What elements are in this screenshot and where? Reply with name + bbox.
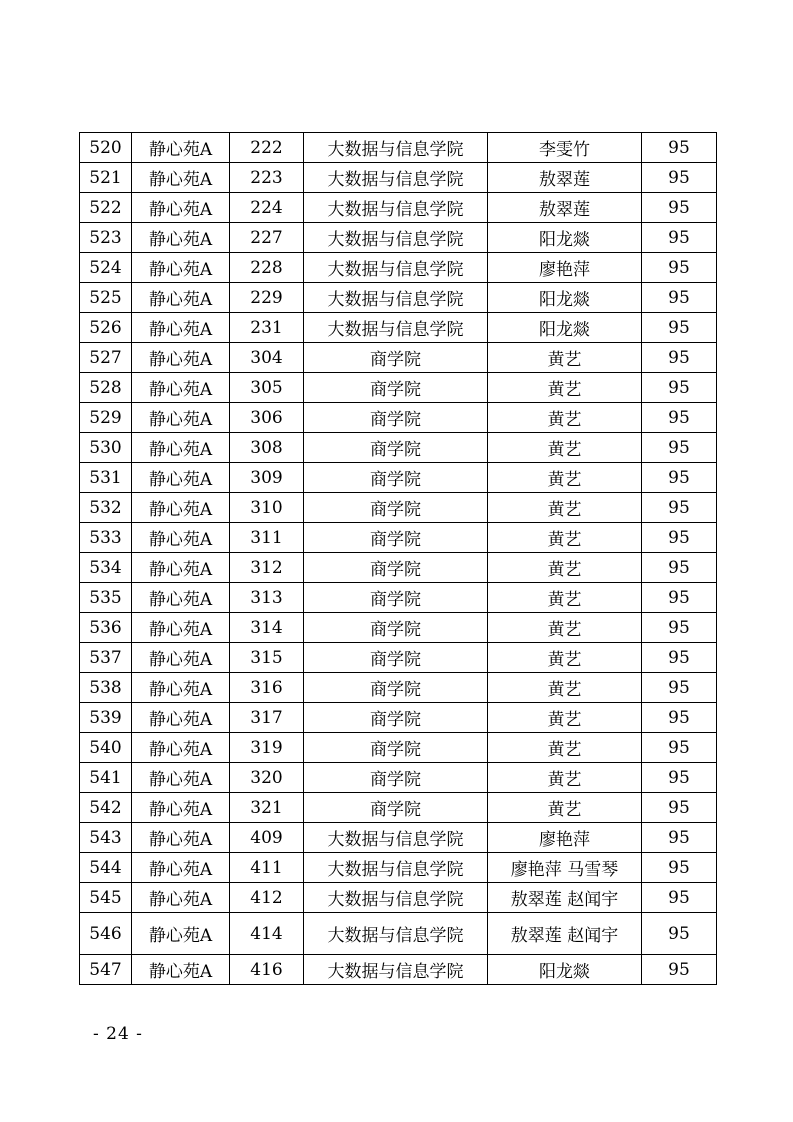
row-number-cell: 529 <box>80 403 132 433</box>
college-cell: 大数据与信息学院 <box>304 133 488 163</box>
score-cell: 95 <box>642 403 717 433</box>
building-cell: 静心苑A <box>132 343 230 373</box>
college-cell: 商学院 <box>304 493 488 523</box>
counselor-cell: 黄艺 <box>488 373 642 403</box>
table-row <box>80 763 717 793</box>
row-number-cell: 541 <box>80 763 132 793</box>
room-number-cell: 222 <box>230 133 304 163</box>
college-cell: 商学院 <box>304 403 488 433</box>
building-cell: 静心苑A <box>132 673 230 703</box>
row-number-cell: 525 <box>80 283 132 313</box>
building-cell: 静心苑A <box>132 403 230 433</box>
building-cell: 静心苑A <box>132 793 230 823</box>
room-number-cell: 313 <box>230 583 304 613</box>
room-number-cell: 412 <box>230 883 304 913</box>
building-cell: 静心苑A <box>132 463 230 493</box>
row-number-cell: 531 <box>80 463 132 493</box>
row-number-cell: 540 <box>80 733 132 763</box>
college-cell: 商学院 <box>304 583 488 613</box>
college-cell: 大数据与信息学院 <box>304 283 488 313</box>
table-row <box>80 883 717 913</box>
college-cell: 大数据与信息学院 <box>304 193 488 223</box>
table-row <box>80 373 717 403</box>
room-number-cell: 315 <box>230 643 304 673</box>
counselor-cell: 阳龙燚 <box>488 223 642 253</box>
row-number-cell: 542 <box>80 793 132 823</box>
score-cell: 95 <box>642 463 717 493</box>
room-number-cell: 414 <box>230 913 304 955</box>
room-number-cell: 308 <box>230 433 304 463</box>
row-number-cell: 522 <box>80 193 132 223</box>
score-cell: 95 <box>642 613 717 643</box>
room-number-cell: 321 <box>230 793 304 823</box>
row-number-cell: 547 <box>80 955 132 985</box>
counselor-cell: 敖翠莲 赵闻宇 <box>488 913 642 955</box>
room-number-cell: 309 <box>230 463 304 493</box>
building-cell: 静心苑A <box>132 283 230 313</box>
room-number-cell: 228 <box>230 253 304 283</box>
row-number-cell: 537 <box>80 643 132 673</box>
college-cell: 大数据与信息学院 <box>304 223 488 253</box>
row-number-cell: 534 <box>80 553 132 583</box>
score-cell: 95 <box>642 673 717 703</box>
room-number-cell: 223 <box>230 163 304 193</box>
college-cell: 商学院 <box>304 793 488 823</box>
row-number-cell: 539 <box>80 703 132 733</box>
score-cell: 95 <box>642 433 717 463</box>
room-number-cell: 319 <box>230 733 304 763</box>
building-cell: 静心苑A <box>132 523 230 553</box>
row-number-cell: 528 <box>80 373 132 403</box>
counselor-cell: 黄艺 <box>488 733 642 763</box>
table-row <box>80 703 717 733</box>
building-cell: 静心苑A <box>132 853 230 883</box>
score-cell: 95 <box>642 703 717 733</box>
row-number-cell: 524 <box>80 253 132 283</box>
counselor-cell: 黄艺 <box>488 793 642 823</box>
counselor-cell: 黄艺 <box>488 343 642 373</box>
college-cell: 大数据与信息学院 <box>304 913 488 955</box>
room-number-cell: 409 <box>230 823 304 853</box>
college-cell: 商学院 <box>304 463 488 493</box>
score-cell: 95 <box>642 583 717 613</box>
college-cell: 大数据与信息学院 <box>304 883 488 913</box>
room-number-cell: 311 <box>230 523 304 553</box>
score-cell: 95 <box>642 133 717 163</box>
counselor-cell: 阳龙燚 <box>488 955 642 985</box>
row-number-cell: 527 <box>80 343 132 373</box>
college-cell: 大数据与信息学院 <box>304 853 488 883</box>
score-cell: 95 <box>642 493 717 523</box>
building-cell: 静心苑A <box>132 133 230 163</box>
counselor-cell: 黄艺 <box>488 553 642 583</box>
room-number-cell: 316 <box>230 673 304 703</box>
score-cell: 95 <box>642 955 717 985</box>
row-number-cell: 530 <box>80 433 132 463</box>
college-cell: 商学院 <box>304 673 488 703</box>
counselor-cell: 黄艺 <box>488 523 642 553</box>
building-cell: 静心苑A <box>132 253 230 283</box>
table-row <box>80 223 717 253</box>
room-number-cell: 416 <box>230 955 304 985</box>
table-row <box>80 433 717 463</box>
table-row <box>80 583 717 613</box>
table-row <box>80 283 717 313</box>
building-cell: 静心苑A <box>132 433 230 463</box>
score-cell: 95 <box>642 733 717 763</box>
dormitory-score-table <box>79 132 717 985</box>
row-number-cell: 543 <box>80 823 132 853</box>
score-cell: 95 <box>642 373 717 403</box>
table-row <box>80 523 717 553</box>
college-cell: 商学院 <box>304 643 488 673</box>
college-cell: 商学院 <box>304 613 488 643</box>
building-cell: 静心苑A <box>132 163 230 193</box>
building-cell: 静心苑A <box>132 313 230 343</box>
table-row <box>80 793 717 823</box>
college-cell: 大数据与信息学院 <box>304 313 488 343</box>
room-number-cell: 224 <box>230 193 304 223</box>
row-number-cell: 521 <box>80 163 132 193</box>
college-cell: 商学院 <box>304 373 488 403</box>
table-row <box>80 673 717 703</box>
row-number-cell: 545 <box>80 883 132 913</box>
college-cell: 商学院 <box>304 733 488 763</box>
counselor-cell: 黄艺 <box>488 403 642 433</box>
row-number-cell: 544 <box>80 853 132 883</box>
table-row <box>80 733 717 763</box>
building-cell: 静心苑A <box>132 643 230 673</box>
room-number-cell: 227 <box>230 223 304 253</box>
row-number-cell: 533 <box>80 523 132 553</box>
room-number-cell: 306 <box>230 403 304 433</box>
college-cell: 大数据与信息学院 <box>304 823 488 853</box>
college-cell: 商学院 <box>304 433 488 463</box>
table-row <box>80 823 717 853</box>
building-cell: 静心苑A <box>132 703 230 733</box>
room-number-cell: 411 <box>230 853 304 883</box>
room-number-cell: 231 <box>230 313 304 343</box>
college-cell: 大数据与信息学院 <box>304 253 488 283</box>
building-cell: 静心苑A <box>132 763 230 793</box>
row-number-cell: 520 <box>80 133 132 163</box>
score-cell: 95 <box>642 913 717 955</box>
score-cell: 95 <box>642 313 717 343</box>
counselor-cell: 黄艺 <box>488 613 642 643</box>
college-cell: 商学院 <box>304 703 488 733</box>
counselor-cell: 黄艺 <box>488 763 642 793</box>
building-cell: 静心苑A <box>132 733 230 763</box>
score-cell: 95 <box>642 223 717 253</box>
room-number-cell: 305 <box>230 373 304 403</box>
counselor-cell: 敖翠莲 <box>488 193 642 223</box>
counselor-cell: 黄艺 <box>488 703 642 733</box>
table-row <box>80 493 717 523</box>
table-row <box>80 913 717 955</box>
table-body <box>80 133 717 985</box>
table-row <box>80 253 717 283</box>
building-cell: 静心苑A <box>132 193 230 223</box>
score-cell: 95 <box>642 283 717 313</box>
building-cell: 静心苑A <box>132 493 230 523</box>
counselor-cell: 李雯竹 <box>488 133 642 163</box>
score-cell: 95 <box>642 523 717 553</box>
table-row <box>80 403 717 433</box>
table-row <box>80 955 717 985</box>
score-cell: 95 <box>642 853 717 883</box>
row-number-cell: 538 <box>80 673 132 703</box>
table-row <box>80 313 717 343</box>
building-cell: 静心苑A <box>132 883 230 913</box>
college-cell: 商学院 <box>304 343 488 373</box>
building-cell: 静心苑A <box>132 373 230 403</box>
counselor-cell: 阳龙燚 <box>488 313 642 343</box>
building-cell: 静心苑A <box>132 823 230 853</box>
room-number-cell: 229 <box>230 283 304 313</box>
building-cell: 静心苑A <box>132 553 230 583</box>
table-row <box>80 463 717 493</box>
score-cell: 95 <box>642 643 717 673</box>
college-cell: 商学院 <box>304 553 488 583</box>
counselor-cell: 黄艺 <box>488 493 642 523</box>
table-row <box>80 553 717 583</box>
page-number: - 24 - <box>93 1024 143 1044</box>
table-row <box>80 853 717 883</box>
score-cell: 95 <box>642 823 717 853</box>
counselor-cell: 廖艳萍 <box>488 253 642 283</box>
room-number-cell: 304 <box>230 343 304 373</box>
score-cell: 95 <box>642 343 717 373</box>
score-cell: 95 <box>642 763 717 793</box>
table-row <box>80 163 717 193</box>
row-number-cell: 532 <box>80 493 132 523</box>
college-cell: 大数据与信息学院 <box>304 955 488 985</box>
building-cell: 静心苑A <box>132 223 230 253</box>
room-number-cell: 310 <box>230 493 304 523</box>
counselor-cell: 黄艺 <box>488 433 642 463</box>
college-cell: 商学院 <box>304 763 488 793</box>
counselor-cell: 廖艳萍 <box>488 823 642 853</box>
counselor-cell: 黄艺 <box>488 673 642 703</box>
building-cell: 静心苑A <box>132 955 230 985</box>
counselor-cell: 敖翠莲 <box>488 163 642 193</box>
counselor-cell: 敖翠莲 赵闻宇 <box>488 883 642 913</box>
room-number-cell: 314 <box>230 613 304 643</box>
row-number-cell: 536 <box>80 613 132 643</box>
building-cell: 静心苑A <box>132 613 230 643</box>
building-cell: 静心苑A <box>132 913 230 955</box>
counselor-cell: 黄艺 <box>488 643 642 673</box>
college-cell: 大数据与信息学院 <box>304 163 488 193</box>
room-number-cell: 317 <box>230 703 304 733</box>
score-cell: 95 <box>642 553 717 583</box>
room-number-cell: 312 <box>230 553 304 583</box>
building-cell: 静心苑A <box>132 583 230 613</box>
counselor-cell: 黄艺 <box>488 463 642 493</box>
counselor-cell: 阳龙燚 <box>488 283 642 313</box>
row-number-cell: 526 <box>80 313 132 343</box>
counselor-cell: 廖艳萍 马雪琴 <box>488 853 642 883</box>
table-row <box>80 613 717 643</box>
college-cell: 商学院 <box>304 523 488 553</box>
table-row <box>80 193 717 223</box>
row-number-cell: 523 <box>80 223 132 253</box>
room-number-cell: 320 <box>230 763 304 793</box>
row-number-cell: 535 <box>80 583 132 613</box>
table-row <box>80 133 717 163</box>
score-cell: 95 <box>642 883 717 913</box>
score-cell: 95 <box>642 793 717 823</box>
table-row <box>80 643 717 673</box>
score-cell: 95 <box>642 253 717 283</box>
score-cell: 95 <box>642 193 717 223</box>
score-cell: 95 <box>642 163 717 193</box>
counselor-cell: 黄艺 <box>488 583 642 613</box>
table-row <box>80 343 717 373</box>
row-number-cell: 546 <box>80 913 132 955</box>
